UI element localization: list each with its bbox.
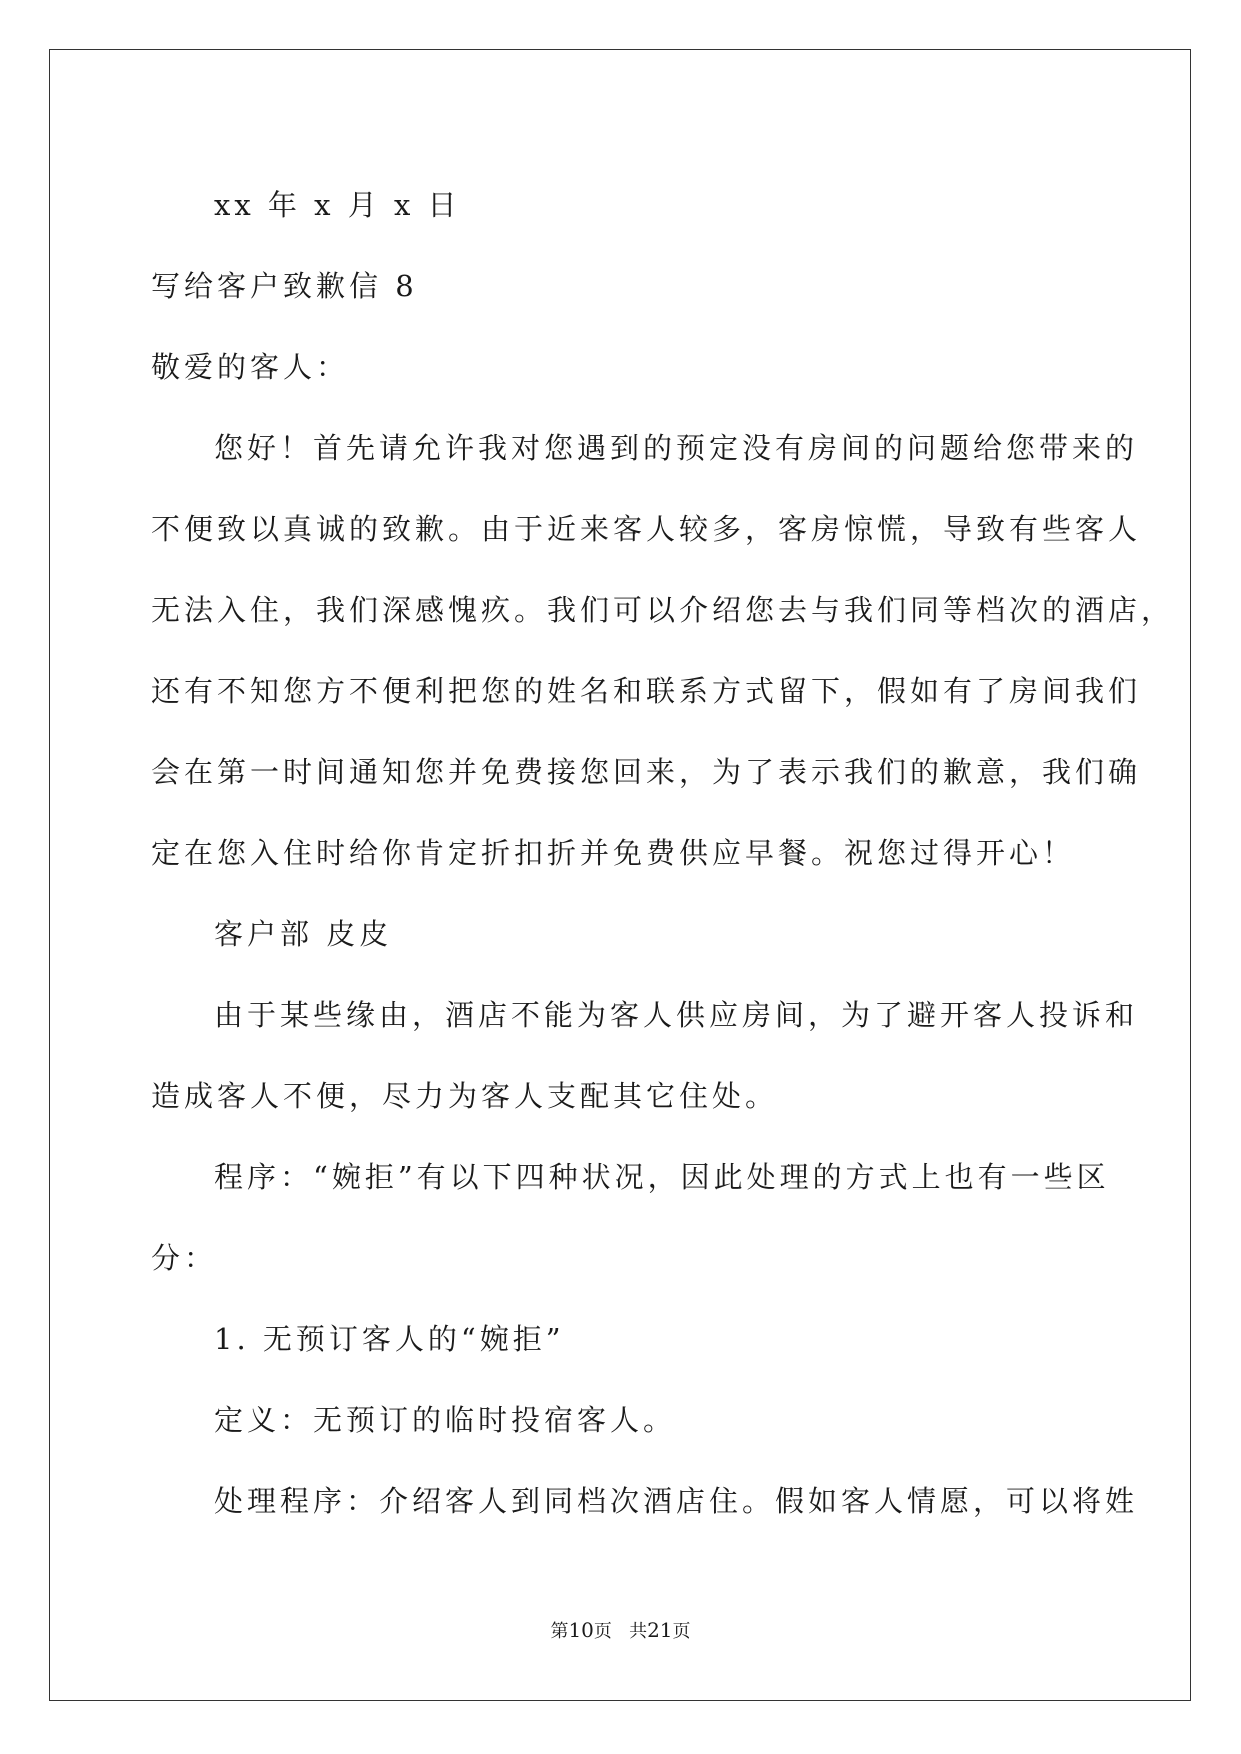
body-line: 程序：“婉拒”有以下四种状况，因此处理的方式上也有一些区	[214, 1160, 1110, 1194]
body-line: 造成客人不便，尽力为客人支配其它住处。	[151, 1079, 779, 1113]
body-line: 还有不知您方不便利把您的姓名和联系方式留下，假如有了房间我们	[151, 674, 1142, 708]
list-item: 1. 无预订客人的“婉拒”	[214, 1322, 565, 1356]
total-page-number: 21	[647, 1618, 673, 1642]
body-line: 分：	[151, 1241, 218, 1275]
body-line: 会在第一时间通知您并免费接您回来，为了表示我们的歉意，我们确	[151, 755, 1142, 789]
letter-title: 写给客户致歉信 8	[151, 269, 418, 303]
body-line: 无法入住，我们深感愧疚。我们可以介绍您去与我们同等档次的酒店，	[151, 593, 1175, 627]
footer-prefix: 第	[550, 1621, 569, 1642]
page-footer	[0, 1618, 1241, 1644]
body-line: 定义：无预订的临时投宿客人。	[214, 1403, 677, 1437]
footer-suffix: 页	[672, 1621, 691, 1642]
salutation: 敬爱的客人：	[151, 350, 350, 384]
body-line: 您好！首先请允许我对您遇到的预定没有房间的问题给您带来的	[214, 431, 1139, 465]
body-line: 处理程序：介绍客人到同档次酒店住。假如客人情愿，可以将姓	[214, 1484, 1139, 1518]
footer-middle: 页 共	[593, 1621, 648, 1642]
body-line: 定在您入住时给你肯定折扣折并免费供应早餐。祝您过得开心！	[151, 836, 1076, 870]
signature: 客户部 皮皮	[214, 917, 393, 951]
date-line: xx 年 x 月 x 日	[214, 188, 461, 222]
document-body	[151, 165, 1175, 1542]
body-line: 由于某些缘由，酒店不能为客人供应房间，为了避开客人投诉和	[214, 998, 1139, 1032]
body-line: 不便致以真诚的致歉。由于近来客人较多，客房惊慌，导致有些客人	[151, 512, 1142, 546]
current-page-number: 10	[568, 1618, 594, 1642]
